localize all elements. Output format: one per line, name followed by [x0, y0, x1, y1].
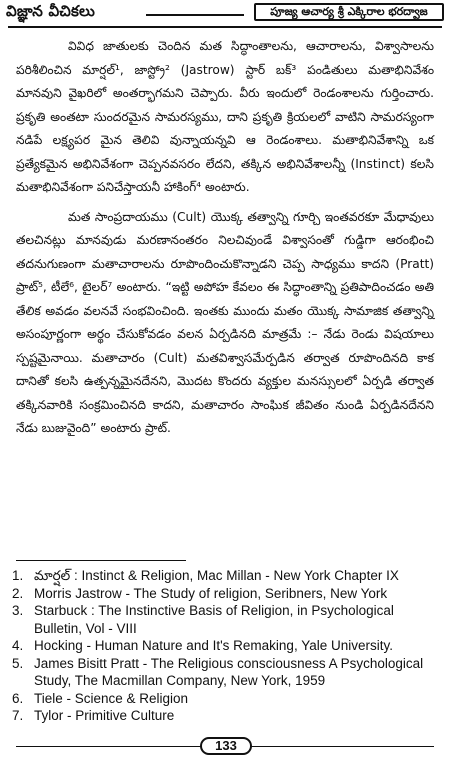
- footnote-text: Tiele - Science & Religion: [34, 690, 189, 706]
- footnote-text: Tylor - Primitive Culture: [34, 708, 175, 723]
- footnote-text: మార్షల్ : Instinct & Religion, Mac Millan - New York Chapter IX: [34, 568, 399, 583]
- footnote-number: 1.: [12, 568, 24, 583]
- footnote-text: Hocking - Human Nature and It's Remaking, Yale University.: [34, 638, 393, 653]
- footnote-item: [12, 567, 438, 585]
- footnote-number: 3.: [12, 603, 24, 618]
- author-box: పూజ్య ఆచార్య శ్రీ ఎక్కిరాల భరద్వాజ: [254, 3, 444, 21]
- footnote-number: 5.: [12, 655, 24, 671]
- paragraph: మత సాంప్రదాయము (Cult) యొక్క తత్వాన్ని గూర్చి ఇంతవరకూ మేధావులు తలచినట్లు మానవుడు మరణానంతరం నిలచివుండే విశ్వాసంతో గుడ్డిగా ఆరంభించి తదనుగుణంగా మతాచారాలను రూపొందించుకొన్నాడని చెప్ప సాధ్యము కాదని (Pratt) ప్రాట్⁵, టీలే⁶, టైలర్⁷ అంటారు. “ఇట్టి అపోహ కేవలం ఈ సిద్ధాంతాన్ని ప్రతిపాదించడం అతి తేలిక అవడం వలనవే సంభవించింది. ఇంతకు ముందు మతం యొక్క సామాజిక తత్వాన్ని అసంపూర్ణంగా అర్థం చేసుకోవడం వలన ఏర్పడినది మాత్రమే :– నేడు రెండు విషయాలు స్పష్టమైనాయి. మతాచారం (Cult) మతవిశ్వాసమేర్పడిన తర్వాత రూపొందినది కాక దానితో కలసి ఉత్పన్నమైనదేనని, మొదట కొందరు వ్యక్తుల మనస్సులలో ఏర్పడి తర్వాత తక్కినవారికి సంక్రమించినది కాదని, మతాచారం సాంఘిక జీవితం నుండి ఏర్పడినదేనని నేడు బుజువైంది” అంటారు ప్రాట్.: [16, 209, 434, 435]
- footnote-text: Morris Jastrow - The Study of religion, Seribners, New York: [34, 585, 388, 601]
- footnote-number: 2.: [12, 585, 24, 601]
- footnote-number: 4.: [12, 638, 24, 653]
- book-title: విజ్ఞాన వీచికలు: [6, 2, 96, 20]
- footnote-text: Starbuck : The Instinctive Basis of Religion, in Psychological Bulletin, Vol - VIII: [34, 603, 394, 636]
- header-divider: [146, 14, 244, 16]
- footnote-list: [12, 567, 438, 725]
- body-text: [16, 35, 434, 441]
- running-header: [6, 2, 444, 24]
- page-number: 133: [200, 737, 252, 755]
- footnote-number: 6.: [12, 690, 24, 706]
- footnote-item: [12, 707, 438, 725]
- footnote-item: [12, 690, 438, 708]
- footnote-item: [12, 655, 438, 690]
- footnote-text: James Bisitt Pratt - The Religious consciousness A Psychological Study, The Macmillan Company, New York, 1959: [34, 655, 424, 688]
- footnote-item: [12, 637, 438, 655]
- paragraph: వివిధ జాతులకు చెందిన మత సిద్ధాంతాలను, ఆచారాలను, విశ్వాసాలను పరిశీలించిన మార్షల్¹, జాస్ట్రో² (Jastrow) స్టార్ బక్³ పండితులు మతాభినివేశం మానవుని వైఖరిలో అంతర్భాగమని చెప్పారు. వీరు ఇందులో రెండంశాలను గుర్తించారు. ప్రకృతి అంతటా సుందరమైన సామరస్యము, దాని ప్రకృతి క్రియలలో వాటిని సామరస్యంగా నడిపే లక్ష్యపర మైన తెలివి వున్నాయన్నవి ఆ రెండంశాలు. మతాభినివేశాన్ని ఒక ప్రత్యేకమైన అభినివేశంగా చెప్పనవసరం లేదని, తక్కిన అభినివేశాలన్నీ (Instinct) కలసి మతాభినివేశంగా పనిచేస్తాయనీ హాకింగ్⁴ అంటారు.: [16, 39, 434, 194]
- footnote-item: [12, 585, 438, 603]
- footnote-item: [12, 602, 438, 637]
- footnote-separator: [16, 560, 186, 561]
- footnote-number: 7.: [12, 708, 24, 723]
- header-underline: [8, 26, 442, 28]
